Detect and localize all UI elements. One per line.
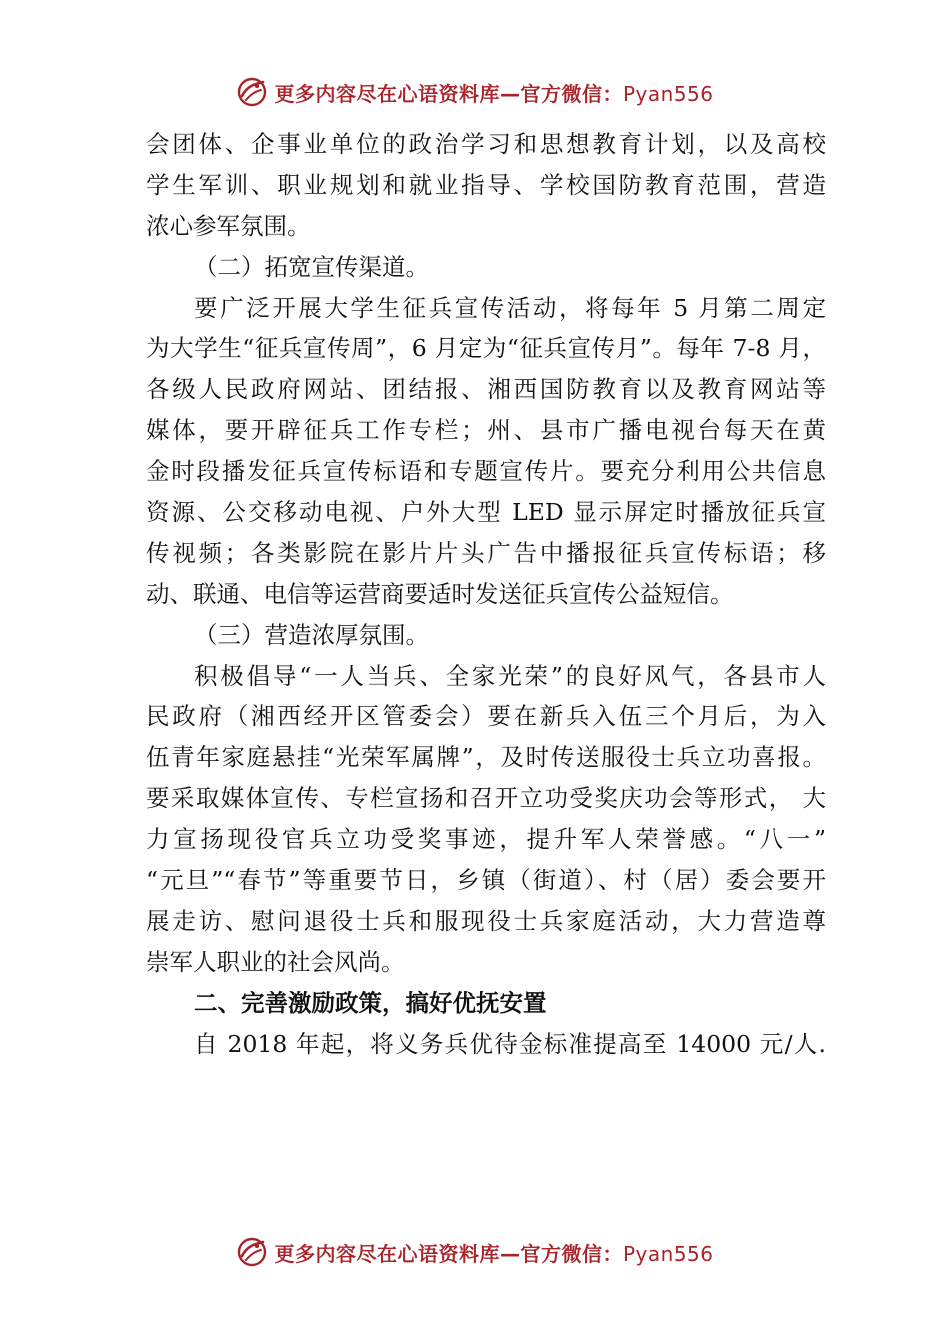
body-line: 各级人民政府网站、团结报、湘西国防教育以及教育网站等 bbox=[146, 375, 826, 404]
body-line: “元旦”“春节”等重要节日，乡镇（街道）、村（居）委会要开 bbox=[146, 866, 826, 895]
paragraph-first-line: 自 2018 年起，将义务兵优待金标准提高至 14000 元/人. bbox=[194, 1029, 826, 1058]
body-line: 民政府（湘西经开区管委会）要在新兵入伍三个月后，为入 bbox=[146, 702, 826, 731]
body-line: 力宣扬现役官兵立功受奖事迹，提升军人荣誉感。“八一” bbox=[146, 825, 826, 854]
body-line: 浓心参军氛围。 bbox=[146, 211, 311, 240]
seal-logo-icon bbox=[236, 1236, 268, 1268]
watermark-wechat-id: Pyan556 bbox=[622, 81, 714, 106]
body-line: 动、联通、电信等运营商要适时发送征兵宣传公益短信。 bbox=[146, 579, 734, 608]
chapter-heading: 二、完善激励政策，搞好优抚安置 bbox=[194, 988, 547, 1017]
body-line: 资源、公交移动电视、户外大型 LED 显示屏定时播放征兵宣 bbox=[146, 498, 826, 527]
header-watermark bbox=[0, 72, 950, 112]
body-line: 金时段播发征兵宣传标语和专题宣传片。要充分利用公共信息 bbox=[146, 457, 826, 486]
body-line: 传视频；各类影院在影片片头广告中播报征兵宣传标语；移 bbox=[146, 538, 826, 567]
seal-logo-icon bbox=[236, 76, 268, 108]
section-heading: （二）拓宽宣传渠道。 bbox=[194, 252, 429, 281]
watermark-text: 更多内容尽在心语资料库—官方微信： bbox=[274, 81, 623, 106]
footer-watermark bbox=[0, 1232, 950, 1272]
watermark-wechat-id: Pyan556 bbox=[622, 1241, 714, 1266]
body-line: 为大学生“征兵宣传周”，6 月定为“征兵宣传月”。每年 7-8 月， bbox=[146, 334, 826, 363]
body-line: 学生军训、职业规划和就业指导、学校国防教育范围，营造 bbox=[146, 170, 826, 199]
body-line: 展走访、慰问退役士兵和服现役士兵家庭活动，大力营造尊 bbox=[146, 906, 826, 935]
paragraph-first-line: 积极倡导“一人当兵、全家光荣”的良好风气，各县市人 bbox=[194, 661, 826, 690]
body-line: 要采取媒体宣传、专栏宣扬和召开立功受奖庆功会等形式， 大 bbox=[146, 784, 826, 813]
document-body bbox=[146, 124, 826, 1064]
paragraph-first-line: 要广泛开展大学生征兵宣传活动，将每年 5 月第二周定 bbox=[194, 293, 826, 322]
section-heading: （三）营造浓厚氛围。 bbox=[194, 620, 429, 649]
body-line: 崇军人职业的社会风尚。 bbox=[146, 947, 405, 976]
watermark-text: 更多内容尽在心语资料库—官方微信： bbox=[274, 1241, 623, 1266]
body-line: 会团体、企事业单位的政治学习和思想教育计划，以及高校 bbox=[146, 130, 826, 158]
body-line: 伍青年家庭悬挂“光荣军属牌”，及时传送服役士兵立功喜报。 bbox=[146, 743, 826, 772]
body-line: 媒体，要开辟征兵工作专栏；州、县市广播电视台每天在黄 bbox=[146, 416, 826, 445]
